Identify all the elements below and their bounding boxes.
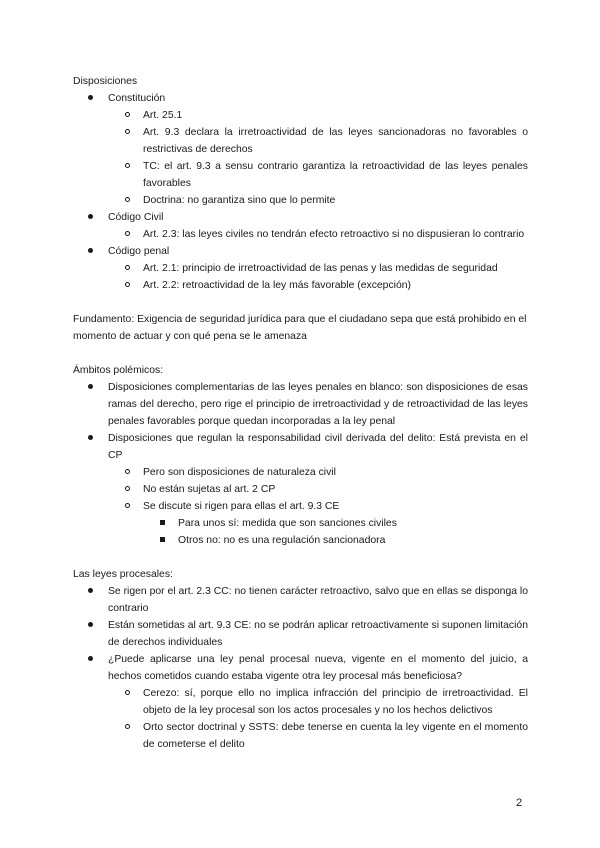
item-text: Otros no: no es una regulación sancionadora: [178, 535, 386, 546]
sublist: [108, 226, 528, 243]
bullet-icon: [88, 209, 100, 226]
list-item: [108, 260, 528, 277]
item-label: Código penal: [108, 246, 170, 257]
list-item: [73, 90, 528, 209]
circle-bullet-icon: [125, 124, 130, 141]
item-text: Doctrina: no garantiza sino que lo permite: [143, 195, 336, 206]
list-item: [73, 209, 528, 243]
list-item: [108, 481, 528, 498]
list-procesales: [73, 583, 528, 753]
circle-bullet-icon: [125, 498, 130, 515]
list-item: [108, 158, 528, 192]
list-item: [108, 498, 528, 549]
list-item: [108, 192, 528, 209]
list-item: [108, 464, 528, 481]
item-text: Art. 2.2: retroactividad de la ley más favorable (excepción): [143, 280, 411, 291]
list-item: [143, 532, 528, 549]
bullet-icon: [88, 651, 100, 668]
item-text: Se rigen por el art. 2.3 CC: no tienen carácter retroactivo, salvo que en ellas se disponga lo contrario: [108, 586, 528, 614]
circle-bullet-icon: [125, 277, 130, 294]
list-item: [108, 719, 528, 753]
list-item: [73, 617, 528, 651]
item-label: Código Civil: [108, 212, 164, 223]
list-item: [73, 583, 528, 617]
list-item: [73, 651, 528, 753]
bullet-icon: [88, 243, 100, 260]
list-item: [108, 277, 528, 294]
item-text: Están sometidas al art. 9.3 CE: no se podrán aplicar retroactivamente si suponen limitación de derechos individuales: [108, 620, 528, 648]
item-text: Disposiciones que regulan la responsabilidad civil derivada del delito: Está prevista en el CP: [108, 433, 528, 461]
sublist: [108, 685, 528, 753]
item-text: Para unos sí: medida que son sanciones civiles: [178, 518, 397, 529]
circle-bullet-icon: [125, 192, 130, 209]
item-text: Disposiciones complementarias de las leyes penales en blanco: son disposiciones de esas ramas del derecho, pero rige el principio de irretroactividad y de retroactividad de las leyes penales favorables porque quedan incorporadas a la ley penal: [108, 382, 528, 427]
bullet-icon: [88, 90, 100, 107]
item-text: Art. 2.1: principio de irretroactividad de las penas y las medidas de seguridad: [143, 263, 498, 274]
heading-disposiciones: Disposiciones: [73, 76, 138, 87]
item-text: ¿Puede aplicarse una ley penal procesal nueva, vigente en el momento del juicio, a hechos cometidos cuando estaba vigente otra ley procesal más beneficiosa?: [108, 654, 528, 682]
item-text: Cerezo: sí, porque ello no implica infracción del principio de irretroactividad. El objeto de la ley procesal son los actos procesales y no los hechos delictivos: [143, 688, 528, 716]
sublist: [108, 260, 528, 294]
heading-procesales: Las leyes procesales:: [73, 569, 173, 580]
sub-sublist: [143, 515, 528, 549]
item-text: Art. 25.1: [143, 110, 183, 121]
item-text: Orto sector doctrinal y SSTS: debe tenerse en cuenta la ley vigente en el momento de cometerse el delito: [143, 722, 528, 750]
circle-bullet-icon: [125, 719, 130, 736]
list-item: [108, 107, 528, 124]
circle-bullet-icon: [125, 260, 130, 277]
page-content: [73, 73, 528, 753]
circle-bullet-icon: [125, 685, 130, 702]
circle-bullet-icon: [125, 158, 130, 175]
list-item: [73, 430, 528, 549]
page-number: 2: [516, 797, 523, 809]
bullet-icon: [88, 379, 100, 396]
item-text: Art. 9.3 declara la irretroactividad de las leyes sancionadoras no favorables o restrictivas de derechos: [143, 127, 528, 155]
square-bullet-icon: [160, 532, 165, 549]
sublist: [108, 464, 528, 549]
item-text: Art. 2.3: las leyes civiles no tendrán efecto retroactivo si no dispusieran lo contrario: [143, 229, 525, 240]
list-ambitos: [73, 379, 528, 549]
bullet-icon: [88, 583, 100, 600]
fundamento-paragraph: Fundamento: Exigencia de seguridad jurídica para que el ciudadano sepa que está prohibido en el momento de actuar y con qué pena se le amenaza: [73, 314, 527, 342]
circle-bullet-icon: [125, 226, 130, 243]
list-item: [108, 226, 528, 243]
square-bullet-icon: [160, 515, 165, 532]
circle-bullet-icon: [125, 464, 130, 481]
list-disposiciones: [73, 90, 528, 294]
circle-bullet-icon: [125, 481, 130, 498]
list-item: [73, 379, 528, 430]
list-item: [108, 685, 528, 719]
heading-ambitos: Ámbitos polémicos:: [73, 365, 164, 376]
list-item: [73, 243, 528, 294]
item-text: Se discute si rigen para ellas el art. 9.3 CE: [143, 501, 340, 512]
item-label: Constitución: [108, 93, 166, 104]
circle-bullet-icon: [125, 107, 130, 124]
item-text: No están sujetas al art. 2 CP: [143, 484, 276, 495]
item-text: TC: el art. 9.3 a sensu contrario garantiza la retroactividad de las leyes penales favorables: [143, 161, 528, 189]
list-item: [143, 515, 528, 532]
bullet-icon: [88, 617, 100, 634]
item-text: Pero son disposiciones de naturaleza civil: [143, 467, 336, 478]
bullet-icon: [88, 430, 100, 447]
list-item: [108, 124, 528, 158]
sublist: [108, 107, 528, 209]
